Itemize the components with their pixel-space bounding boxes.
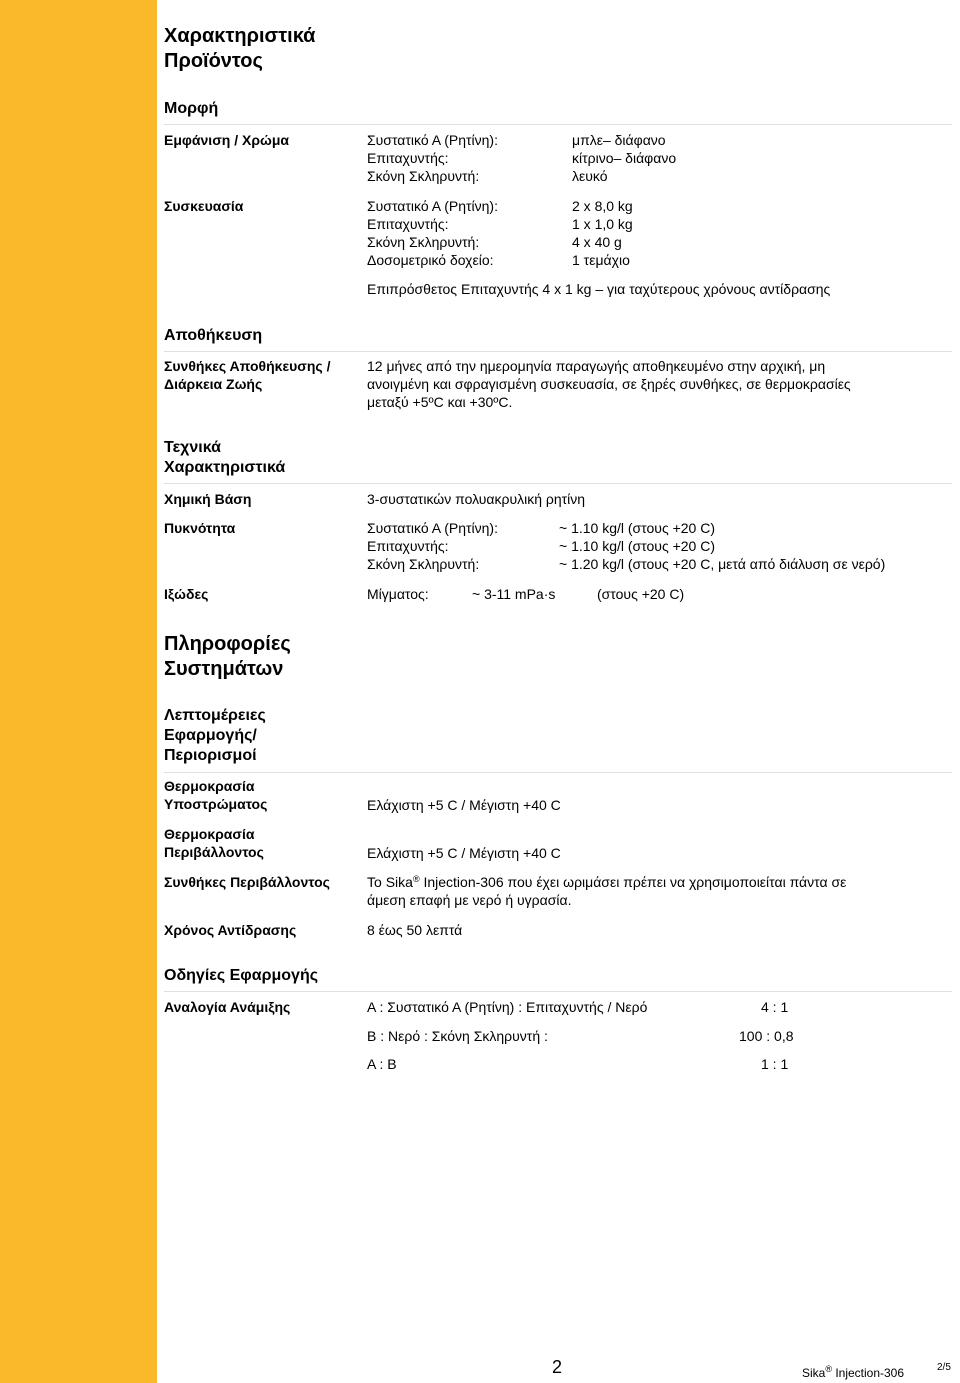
density-values: [559, 519, 885, 573]
label-ambient-conditions: Συνθήκες Περιβάλλοντος: [164, 874, 330, 890]
label-line: Υποστρώματος: [164, 796, 268, 812]
packaging-value: 1 x 1,0 kg: [572, 216, 633, 232]
footer-page-number: 2: [552, 1357, 563, 1377]
mixing-row-ratio: 4 : 1: [761, 999, 789, 1015]
packaging-name: Δοσομετρικό δοχείο:: [367, 252, 494, 268]
density-value: ~ 1.20 kg/l (στους +20 C, μετά από διάλυση σε νερό): [559, 556, 886, 572]
substrate-temp-value: Ελάχιστη +5 C / Μέγιστη +40 C: [367, 797, 561, 813]
footer-page-of: 2/5: [937, 1362, 951, 1373]
section-title-line: Εφαρμογής/: [164, 727, 257, 744]
label-storage-conditions: [164, 357, 330, 393]
packaging-value: 2 x 8,0 kg: [572, 198, 633, 214]
ambient-conditions-text: [367, 873, 846, 909]
label-packaging: Συσκευασία: [164, 198, 244, 214]
divider: [164, 351, 952, 352]
label-density: Πυκνότητα: [164, 520, 236, 536]
section-title-line: Τεχνικά: [164, 439, 221, 456]
section-title-app-details: [164, 706, 266, 766]
appearance-values: [572, 131, 676, 185]
footer-product: Injection-306: [831, 1366, 905, 1380]
reaction-time-value: 8 έως 50 λεπτά: [367, 922, 463, 938]
text-line: μεταξύ +5ºC και +30ºC.: [367, 394, 513, 410]
appearance-name: Σκόνη Σκληρυντή:: [367, 168, 480, 184]
mixing-row-text: Β : Νερό : Σκόνη Σκληρυντή :: [367, 1028, 548, 1044]
density-value: ~ 1.10 kg/l (στους +20 C): [559, 520, 716, 536]
section-title-line: Προϊόντος: [164, 50, 263, 72]
packaging-value: 4 x 40 g: [572, 234, 622, 250]
text-line: ανοιγμένη και σφραγισμένη συσκευασία, σε ξηρές συνθήκες, σε θερμοκρασίες: [367, 376, 851, 392]
appearance-value: μπλε– διάφανο: [572, 132, 666, 148]
packaging-values: [572, 197, 633, 269]
divider: [164, 991, 952, 992]
appearance-names: [367, 131, 498, 185]
text-line: άμεση επαφή με νερό ή υγρασία.: [367, 892, 572, 908]
label-appearance: Εμφάνιση / Χρώμα: [164, 132, 289, 148]
density-name: Επιταχυντής:: [367, 538, 449, 554]
viscosity-name: Μίγματος:: [367, 586, 429, 602]
label-line: Διάρκεια Ζωής: [164, 376, 263, 392]
appearance-value: κίτρινο– διάφανο: [572, 150, 677, 166]
label-substrate-temp: [164, 777, 267, 813]
section-title-line: Πληροφορίες: [164, 633, 291, 655]
density-name: Σκόνη Σκληρυντή:: [367, 556, 480, 572]
footer-product-name: [802, 1364, 904, 1382]
text-line: 12 μήνες από την ημερομηνία παραγωγής αποθηκευμένο στην αρχική, μη: [367, 358, 826, 374]
section-title-form: Μορφή: [164, 100, 219, 117]
label-line: Συνθήκες Αποθήκευσης /: [164, 358, 331, 374]
appearance-name: Επιταχυντής:: [367, 150, 449, 166]
appearance-name: Συστατικό Α (Ρητίνη):: [367, 132, 498, 148]
label-line: Θερμοκρασία: [164, 778, 255, 794]
registered-mark: ®: [412, 874, 420, 884]
viscosity-value: ~ 3-11 mPa·s: [472, 586, 556, 602]
section-title-app-instructions: Οδηγίες Εφαρμογής: [164, 967, 319, 984]
text-part: Το Sika: [367, 874, 413, 890]
text-line: [367, 873, 846, 891]
packaging-name: Επιταχυντής:: [367, 216, 449, 232]
label-line: Περιβάλλοντος: [164, 844, 264, 860]
section-title-line: Χαρακτηριστικά: [164, 25, 316, 47]
density-name: Συστατικό Α (Ρητίνη):: [367, 520, 498, 536]
ambient-temp-value: Ελάχιστη +5 C / Μέγιστη +40 C: [367, 845, 561, 861]
viscosity-condition: (στους +20 C): [597, 586, 685, 602]
mixing-row-ratio: 1 : 1: [761, 1056, 789, 1072]
storage-conditions-text: [367, 357, 851, 411]
packaging-note: Επιπρόσθετος Επιταχυντής 4 x 1 kg – για ταχύτερους χρόνους αντίδρασης: [367, 281, 831, 297]
divider: [164, 772, 952, 773]
divider: [164, 124, 952, 125]
chemical-base-value: 3-συστατικών πολυακρυλική ρητίνη: [367, 491, 586, 507]
label-line: Θερμοκρασία: [164, 826, 255, 842]
content-area: [157, 0, 960, 1383]
section-title-line: Χαρακτηριστικά: [164, 459, 286, 476]
sidebar-stripe: [0, 0, 157, 1383]
section-title-technical: [164, 438, 285, 478]
section-title-storage: Αποθήκευση: [164, 327, 263, 344]
packaging-names: [367, 197, 498, 269]
mixing-row-text: Α : Β: [367, 1056, 397, 1072]
density-value: ~ 1.10 kg/l (στους +20 C): [559, 538, 716, 554]
divider: [164, 483, 952, 484]
label-mixing-ratio: Αναλογία Ανάμιξης: [164, 999, 291, 1015]
density-names: [367, 519, 498, 573]
section-title-system: [164, 632, 291, 682]
appearance-value: λευκό: [572, 168, 608, 184]
label-ambient-temp: [164, 825, 264, 861]
label-viscosity: Ιξώδες: [164, 586, 209, 602]
mixing-row-text: Α : Συστατικό Α (Ρητίνη) : Επιταχυντής / Νερό: [367, 999, 648, 1015]
packaging-name: Συστατικό Α (Ρητίνη):: [367, 198, 498, 214]
label-chemical-base: Χημική Βάση: [164, 491, 252, 507]
footer-brand: Sika: [802, 1366, 826, 1380]
packaging-name: Σκόνη Σκληρυντή:: [367, 234, 480, 250]
section-title-line: Συστημάτων: [164, 658, 284, 680]
section-title-line: Λεπτομέρειες: [164, 707, 266, 724]
text-part: Injection-306 που έχει ωριμάσει πρέπει να χρησιμοποιείται πάντα σε: [419, 874, 847, 890]
mixing-row-ratio: 100 : 0,8: [739, 1028, 794, 1044]
section-title-product: [164, 24, 315, 74]
packaging-value: 1 τεμάχιο: [572, 252, 630, 268]
label-reaction-time: Χρόνος Αντίδρασης: [164, 922, 297, 938]
registered-mark: ®: [825, 1364, 832, 1374]
section-title-line: Περιορισμοί: [164, 747, 257, 764]
